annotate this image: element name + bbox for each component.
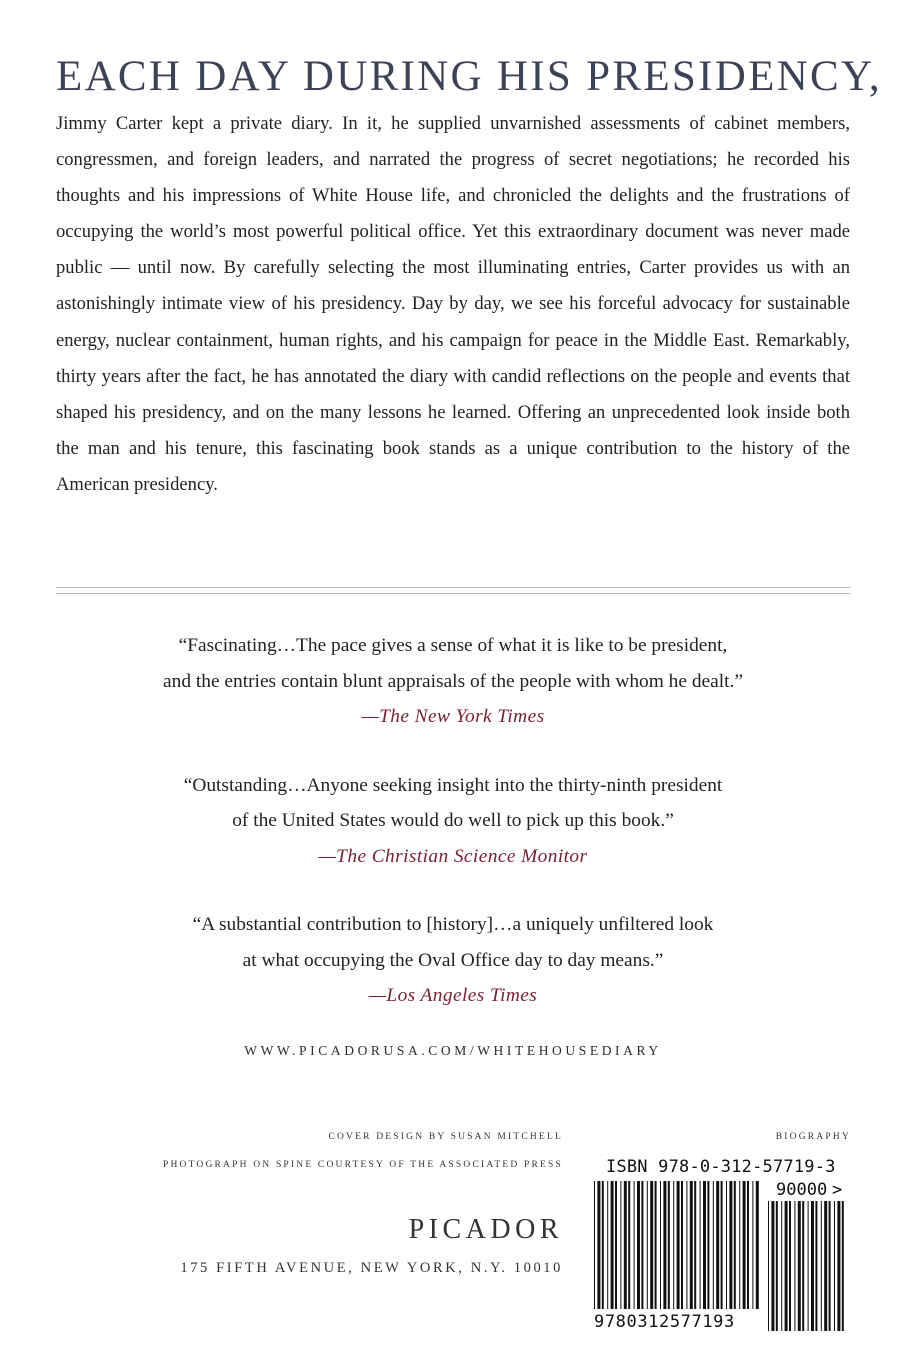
quote-source: —The New York Times xyxy=(361,706,545,727)
barcode-bar xyxy=(798,1201,801,1331)
barcode-bar xyxy=(663,1181,666,1309)
barcode-bar xyxy=(634,1181,635,1309)
barcode-bar xyxy=(703,1181,706,1309)
barcode-bar xyxy=(716,1181,719,1309)
cover-design-credit: COVER DESIGN BY SUSAN MITCHELL xyxy=(328,1132,563,1142)
barcode-bar xyxy=(655,1181,657,1309)
quote-line: of the United States would do well to pick up this book.” xyxy=(232,810,674,831)
barcode-bar xyxy=(815,1201,817,1331)
barcode-bar xyxy=(729,1181,732,1309)
barcode-bar xyxy=(677,1181,680,1309)
barcode-bar xyxy=(713,1181,714,1309)
quote-line: “A substantial contribution to [history]…a uniquely unfiltered look xyxy=(192,914,714,935)
barcode-bar xyxy=(707,1181,709,1309)
quote-source: —The Christian Science Monitor xyxy=(318,845,588,867)
barcode-bar xyxy=(756,1181,759,1309)
barcode-bar xyxy=(668,1181,670,1309)
barcode-bar xyxy=(700,1181,701,1309)
quote-line: at what occupying the Oval Office day to day means.” xyxy=(242,949,664,971)
barcode-bar xyxy=(637,1181,640,1309)
barcode-bar xyxy=(842,1201,844,1331)
barcode-bar xyxy=(607,1181,608,1309)
barcode-bar xyxy=(837,1201,840,1331)
barcode-bar xyxy=(811,1201,814,1331)
photo-credit: PHOTOGRAPH ON SPINE COURTESY OF THE ASSOCIATED PRESS xyxy=(162,1160,563,1170)
barcode-bar xyxy=(747,1181,749,1309)
barcode-bar xyxy=(785,1201,788,1331)
quote-line: “Outstanding…Anyone seeking insight into the thirty-ninth president xyxy=(183,774,723,796)
barcode-bar xyxy=(681,1181,683,1309)
barcode-bar xyxy=(734,1181,736,1309)
barcode-bar xyxy=(824,1201,827,1331)
barcode-bar xyxy=(602,1181,604,1309)
barcode-bar xyxy=(611,1181,614,1309)
barcode-bar xyxy=(620,1181,621,1309)
barcode-bar xyxy=(821,1201,822,1331)
barcode-bar xyxy=(739,1181,740,1309)
quote-source: —Los Angeles Times xyxy=(368,985,538,1006)
description-paragraph: Jimmy Carter kept a private diary. In it, he supplied unvarnished assessments of cabinet members, congressmen, and foreign leaders, and narrated the progress of secret negotiations; he recorded his thoughts and his impressions of White House life, and chronicled the delights and the frustrations of occupying the world’s most powerful political office. Yet this extraordinary document was never made public — until now. By carefully selecting the most illuminating entries, Carter provides us with an astonishingly intimate view of his presidency. Day by day, we see his forceful advocacy for sustainable energy, nuclear containment, human rights, and his campaign for peace in the Middle East. Remarkably, thirty years after the fact, he has annotated the diary with candid reflections on the people and events that shaped his presidency, and on the many lessons he learned. Offering an unprecedented look inside both the man and his tenure, this fascinating book stands as a unique contribution to the history of the American presidency. xyxy=(56,113,850,495)
barcode-bar xyxy=(673,1181,674,1309)
website-url: WWW.PICADORUSA.COM/WHITEHOUSEDIARY xyxy=(244,1043,662,1058)
barcode-bar xyxy=(597,1181,600,1309)
ean-digits: 9780312577193 xyxy=(594,1312,735,1331)
barcode-bar xyxy=(694,1181,696,1309)
barcode-bar xyxy=(641,1181,643,1309)
isbn-label: ISBN 978-0-312-57719-3 xyxy=(606,1157,836,1177)
barcode xyxy=(590,1181,850,1331)
price-arrow: > xyxy=(832,1181,843,1200)
divider-rule-bottom xyxy=(56,593,850,594)
barcode-bar xyxy=(752,1181,753,1309)
review-quote xyxy=(56,907,850,1014)
ean-barcode-bars xyxy=(594,1181,759,1309)
barcode-bar xyxy=(624,1181,627,1309)
publisher-address: 175 FIFTH AVENUE, NEW YORK, N.Y. 10010 xyxy=(180,1260,563,1276)
category-label: BIOGRAPHY xyxy=(775,1132,851,1142)
barcode-bar xyxy=(650,1181,653,1309)
price-code: 90000 xyxy=(776,1181,828,1200)
publisher-name: PICADOR xyxy=(408,1214,563,1245)
barcode-bar xyxy=(768,1201,769,1331)
barcode-bar xyxy=(771,1201,774,1331)
barcode-bar xyxy=(802,1201,804,1331)
barcode-bar xyxy=(781,1201,782,1331)
barcode-bar xyxy=(789,1201,791,1331)
barcode-bar xyxy=(628,1181,630,1309)
barcode-bar xyxy=(743,1181,746,1309)
barcode-bar xyxy=(721,1181,723,1309)
barcode-bar xyxy=(834,1201,835,1331)
barcode-bar xyxy=(776,1201,778,1331)
review-quote xyxy=(56,628,850,735)
quote-line: “Fascinating…The pace gives a sense of what it is like to be president, xyxy=(178,635,728,656)
quote-line: and the entries contain blunt appraisals of the people with whom he dealt.” xyxy=(163,670,743,692)
divider-rule-top xyxy=(56,587,850,588)
barcode-bar xyxy=(726,1181,727,1309)
barcode-bar xyxy=(690,1181,693,1309)
barcode-bar xyxy=(615,1181,617,1309)
barcode-bar xyxy=(594,1181,595,1309)
price-barcode-bars xyxy=(768,1201,844,1331)
headline: EACH DAY DURING HIS PRESIDENCY, xyxy=(56,53,882,100)
barcode-bar xyxy=(647,1181,648,1309)
barcode-bar xyxy=(660,1181,661,1309)
review-quote xyxy=(56,768,850,875)
barcode-bar xyxy=(829,1201,831,1331)
barcode-bar xyxy=(686,1181,687,1309)
barcode-bar xyxy=(808,1201,809,1331)
barcode-bar xyxy=(794,1201,795,1331)
review-quotes xyxy=(56,628,850,1047)
